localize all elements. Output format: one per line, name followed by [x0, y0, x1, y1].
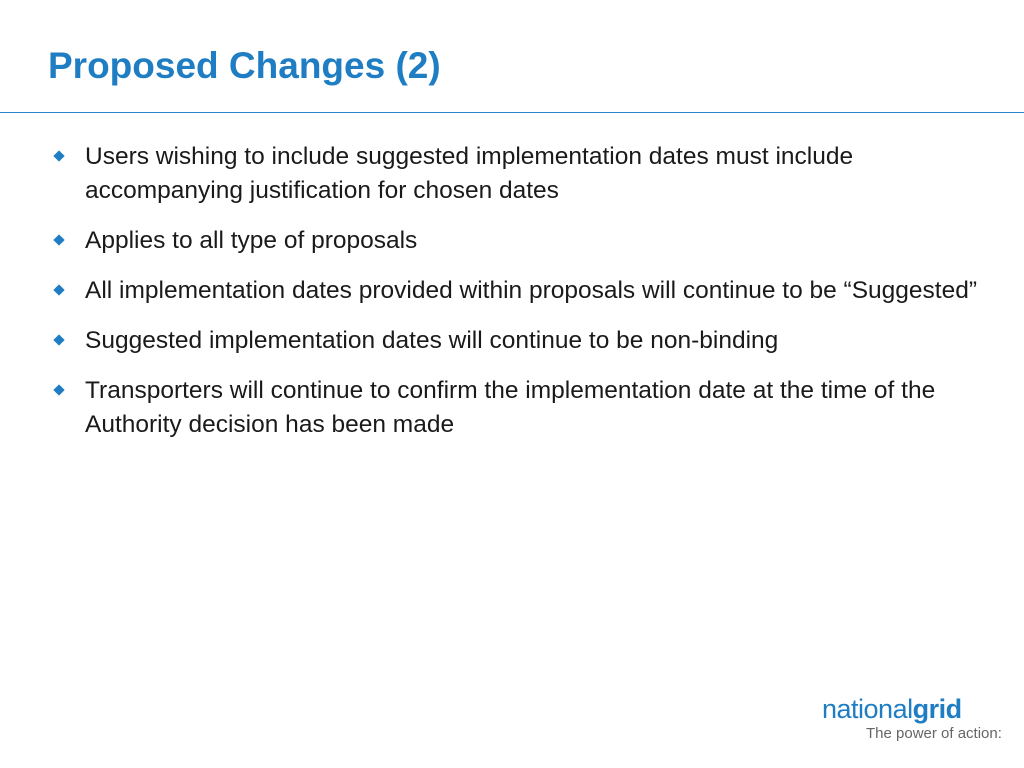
- logo-tagline: The power of action:: [866, 725, 1002, 742]
- list-item: [48, 274, 998, 308]
- bullet-text: Suggested implementation dates will continue to be non-binding: [85, 327, 779, 354]
- list-item: [48, 324, 998, 358]
- bullet-list: [48, 140, 998, 458]
- diamond-bullet-icon: [53, 334, 64, 345]
- diamond-bullet-icon: [53, 150, 64, 161]
- logo-word-bold: grid: [912, 694, 962, 724]
- diamond-bullet-icon: [53, 234, 64, 245]
- bullet-text: Transporters will continue to confirm the implementation date at the time of the Authority decision has been made: [85, 377, 936, 438]
- slide-title: Proposed Changes (2): [48, 45, 441, 86]
- bullet-text: Applies to all type of proposals: [85, 227, 418, 254]
- logo-word-regular: national: [822, 694, 913, 724]
- list-item: [48, 140, 998, 208]
- diamond-bullet-icon: [53, 384, 64, 395]
- bullet-text: Users wishing to include suggested implementation dates must include accompanying justification for chosen dates: [85, 143, 854, 204]
- logo-wordmark: [822, 694, 962, 724]
- list-item: [48, 224, 998, 258]
- title-divider: [0, 112, 1024, 113]
- diamond-bullet-icon: [53, 284, 64, 295]
- national-grid-logo: [822, 694, 1002, 750]
- list-item: [48, 374, 998, 442]
- bullet-text: All implementation dates provided within proposals will continue to be “Suggested”: [85, 277, 978, 304]
